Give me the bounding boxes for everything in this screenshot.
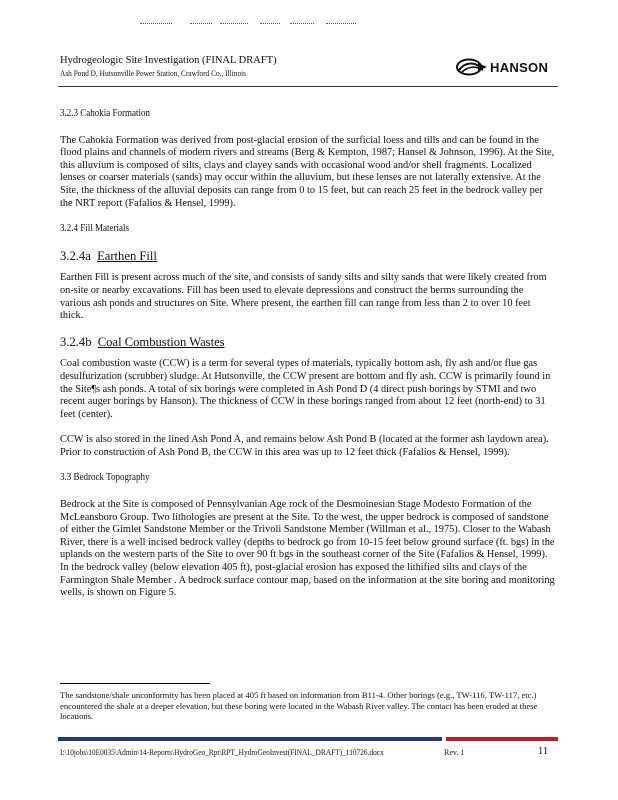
- heading-earthen-fill: [60, 250, 556, 263]
- heading-bedrock-topography: 3.3 Bedrock Topography: [60, 472, 150, 484]
- header-subtitle: Ash Pond D, Hutsonville Power Station, Crawford Co., Illinois: [60, 69, 247, 78]
- page-number: 11: [538, 746, 549, 757]
- footer-color-bar: [58, 737, 558, 741]
- footer-revision: Rev. 1: [444, 748, 465, 757]
- footer-file-path: I:\10jobs\10E0035\Admin\14-Reports\HydroGeo_Rpt\RPT_HydroGeoInvest(FINAL_DRAFT)_110726.docx: [60, 748, 384, 757]
- hanson-globe-icon: [456, 58, 488, 76]
- paragraph-cahokia: The Cahokia Formation was derived from post-glacial erosion of the surficial loess and tills and can be found in the flood plains and channels of modern rivers and streams (Berg & Kempton, 1987; Hansel & Johnson, 1996). At the Site, this alluvium is composed of silts, clays and clayey sands with occasional wood and/or shell fragments. Localized lenses or coarser materials (sands) may occur within the alluvium, but these lenses are not laterally extensive. At the Site, the thickness of the alluvial deposits can range from 0 to 15 feet, but can reach 25 feet in the bedrock valley per the NRT report (Fafalios & Hensel, 1999).: [60, 134, 555, 209]
- paragraph-earthen-fill: Earthen Fill is present across much of the site, and consists of sandy silts and silty sands that were likely created from on-site or nearby excavations. Fill has been used to elevate depressions and construct the berms surrounding the various ash ponds and structures on Site. Where present, the earthen fill can range from less than 2 to over 10 feet thick.: [60, 272, 547, 322]
- hanson-logo: [456, 58, 548, 76]
- footnote: The sandstone/shale unconformity has been placed at 405 ft based on information from B11-4. Other borings (e.g., TW-116, TW-117, etc.) encountered the shale at a deeper elevation, but these boring were located in the Wabash River valley. The contact has been eroded at these locations.: [60, 690, 538, 722]
- heading-number: 3.2.4a: [60, 248, 91, 263]
- footnote-rule: [60, 683, 210, 684]
- logo-text: HANSON: [490, 59, 549, 75]
- heading-fill-materials: 3.2.4 Fill Materials: [60, 223, 130, 235]
- paragraph-ccw-2: CCW is also stored in the lined Ash Pond A, and remains below Ash Pond B (located at the former ash laydown area). Prior to construction of Ash Pond B, the CCW in this area was up to 12 feet thick (Fafalios & Hensel, 1999).: [60, 434, 549, 458]
- top-scribble-marks: [140, 23, 370, 25]
- heading-title: Earthen Fill: [97, 248, 157, 263]
- heading-coal-combustion-wastes: [60, 336, 556, 349]
- heading-number: 3.2.4b: [60, 334, 92, 349]
- header-rule: [58, 86, 558, 87]
- footer-bar-blue: [58, 737, 442, 741]
- heading-title: Coal Combustion Wastes: [97, 334, 225, 349]
- footer-bar-red: [446, 737, 558, 741]
- paragraph-bedrock: Bedrock at the Site is composed of Pennsylvanian Age rock of the Desmoinesian Stage Modesto Formation of the McLeansboro Group. Two lithologies are present at the Site. To the west, the upper bedrock is composed of sandstone of either the Gimlet Sandstone Member or the Trivoli Sandstone Member (Willman et al., 1975). Closer to the Wabash River, there is a well incised bedrock valley (depths to bedrock go from 10-15 feet below ground surface (ft. bgs) in the uplands on the western parts of the Site to over 90 ft bgs in the southeast corner of the Site (Fafalios & Hensel, 1999). In the bedrock valley (below elevation 405 ft), post-glacial erosion has exposed the lithified silts and clays of the Farmington Shale Member . A bedrock surface contour map, based on the information at the site boring and monitoring wells, is shown on Figure 5.: [60, 499, 555, 599]
- heading-cahokia-formation: 3.2.3 Cahokia Formation: [60, 108, 150, 119]
- page-body: [60, 108, 556, 613]
- header-title: Hydrogeologic Site Investigation (FINAL DRAFT): [60, 55, 277, 66]
- paragraph-ccw-1: Coal combustion waste (CCW) is a term for several types of materials, typically bottom ash, fly ash and/or flue gas desulfurization (scrubber) sludge. At Hutsonville, the CCW present are bottom and fly ash. CCW is primarily found in the Site¶s ash ponds. A total of six borings were completed in Ash Pond D (4 direct push borings by STMI and two recent auger borings by Hanson). The thickness of CCW in these borings ranged from about 12 feet (north-end) to 31 feet (center).: [60, 358, 551, 420]
